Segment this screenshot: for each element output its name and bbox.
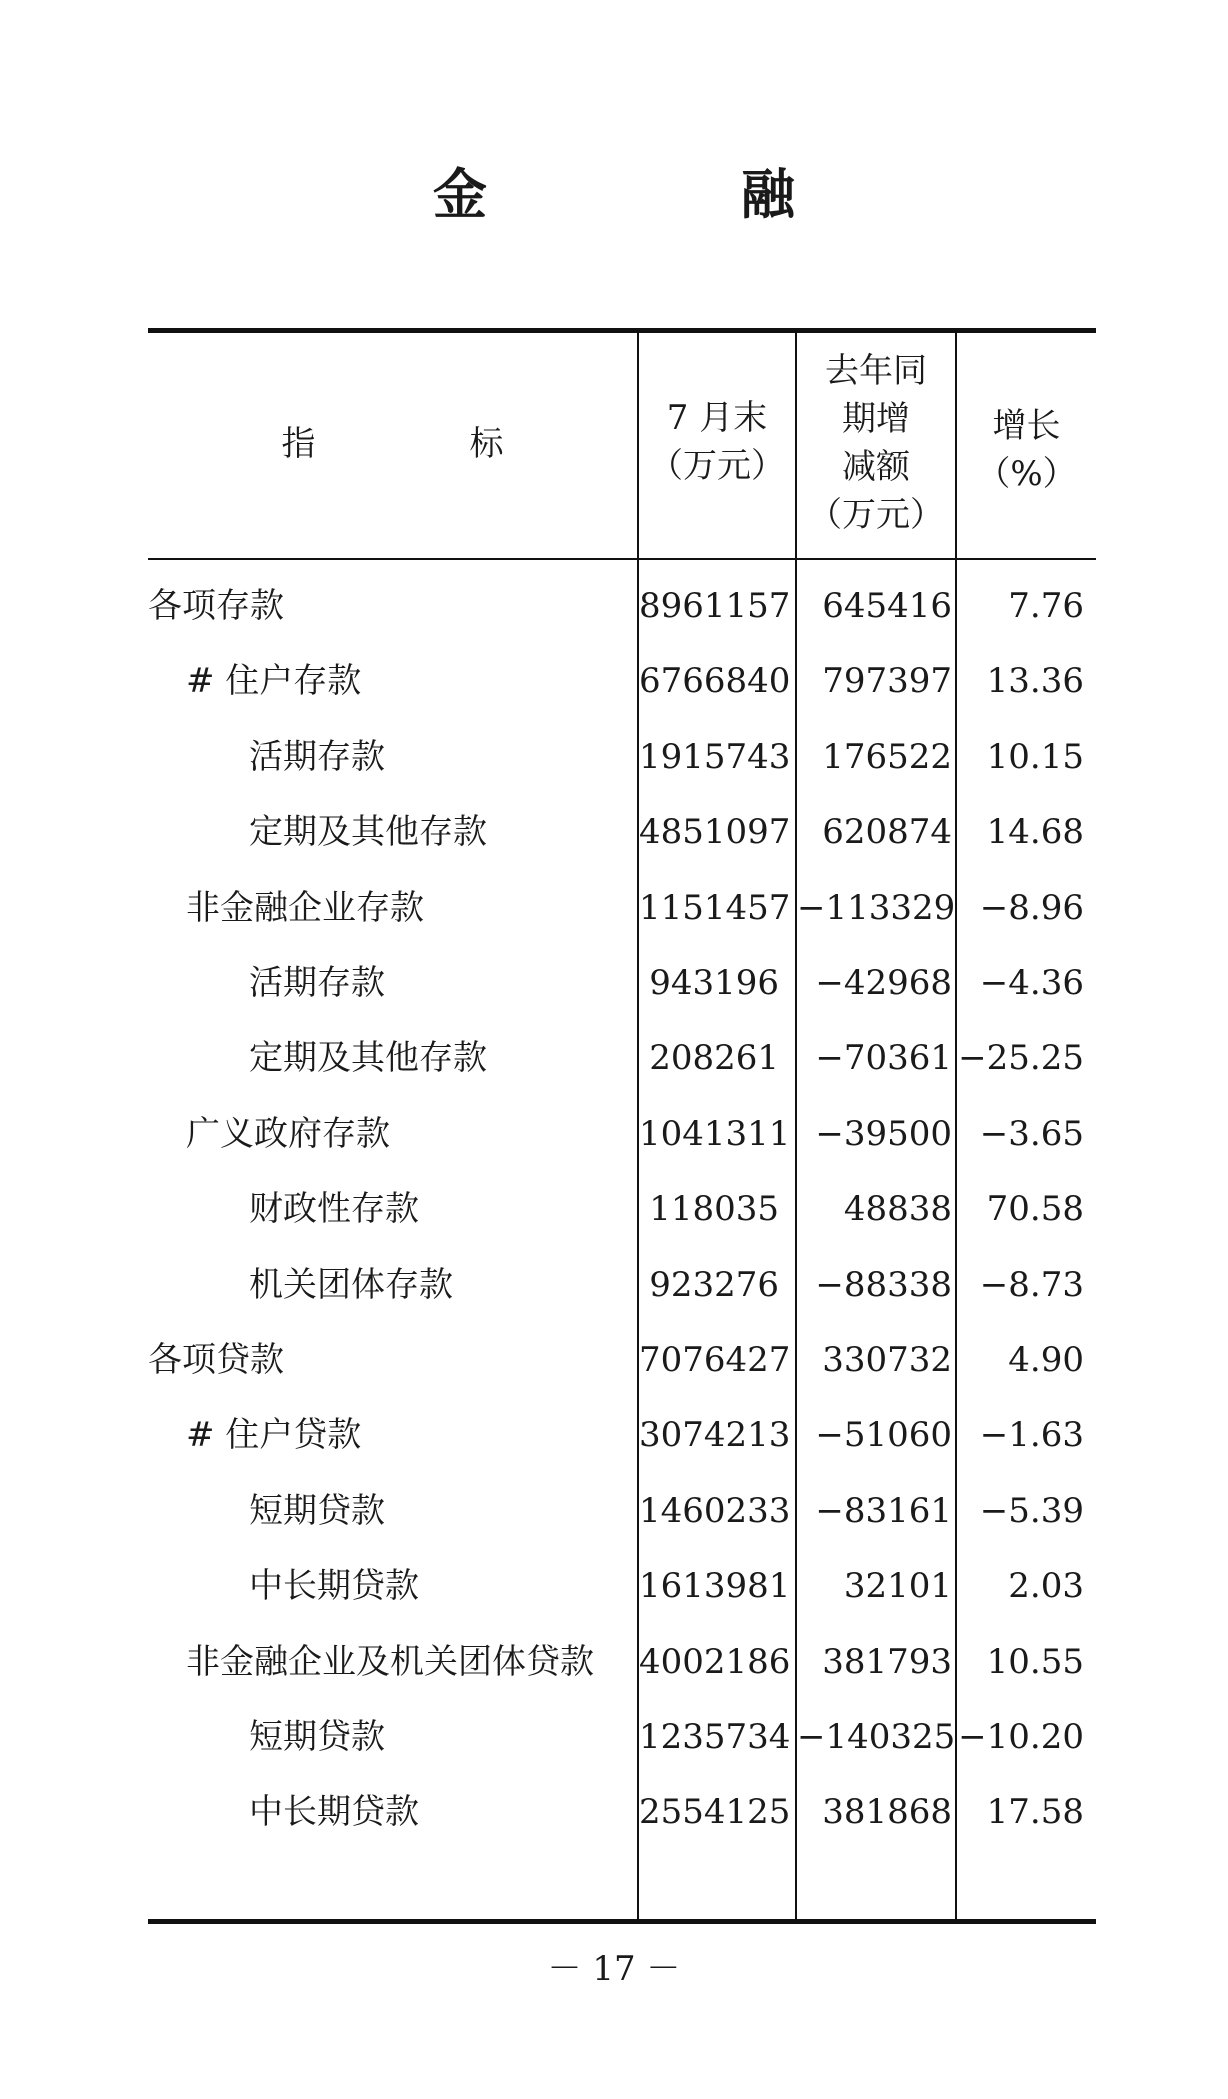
table-row xyxy=(0,576,1228,636)
yoy-change-value: 381793 xyxy=(822,1641,952,1682)
row-label: 中长期贷款 xyxy=(249,1792,419,1833)
yoy-change-value: −39500 xyxy=(815,1113,952,1154)
july-end-value: 923276 xyxy=(649,1264,779,1305)
row-label: 短期贷款 xyxy=(249,1717,385,1757)
july-end-value: 1460233 xyxy=(639,1490,791,1531)
row-label: # 住户贷款 xyxy=(186,1415,362,1456)
growth-value: −5.39 xyxy=(979,1490,1084,1531)
july-end-value: 1151457 xyxy=(639,887,791,928)
july-end-value: 118035 xyxy=(649,1189,779,1230)
row-label: 财政性存款 xyxy=(249,1189,419,1230)
yoy-change-value: −88338 xyxy=(815,1264,952,1305)
table-row xyxy=(0,1255,1228,1315)
growth-value: 14.68 xyxy=(986,812,1084,853)
growth-value: −1.63 xyxy=(979,1415,1084,1456)
july-end-value: 943196 xyxy=(649,963,779,1003)
yoy-change-value: 645416 xyxy=(822,586,952,626)
row-label: 活期存款 xyxy=(249,736,385,777)
row-label: 短期贷款 xyxy=(249,1490,385,1531)
growth-value: 7.76 xyxy=(1008,586,1084,626)
table-row xyxy=(0,1707,1228,1767)
growth-value: 70.58 xyxy=(986,1189,1084,1230)
july-end-value: 208261 xyxy=(649,1038,779,1079)
table-bottom-rule xyxy=(148,1919,1096,1924)
growth-value: −8.96 xyxy=(979,887,1084,928)
yoy-change-value: −70361 xyxy=(815,1038,952,1079)
row-label: 广义政府存款 xyxy=(186,1113,390,1154)
growth-value: −10.20 xyxy=(958,1717,1084,1757)
row-label: 中长期贷款 xyxy=(249,1566,419,1607)
yoy-change-value: 48838 xyxy=(843,1189,952,1230)
july-end-value: 4851097 xyxy=(639,812,791,853)
table-row xyxy=(0,1405,1228,1465)
growth-value: 10.55 xyxy=(986,1641,1084,1682)
table-row xyxy=(0,1556,1228,1616)
july-end-value: 1235734 xyxy=(639,1717,791,1757)
july-end-value: 4002186 xyxy=(639,1641,791,1682)
growth-value: 17.58 xyxy=(986,1792,1084,1833)
yoy-change-value: −83161 xyxy=(815,1490,952,1531)
yoy-change-value: 176522 xyxy=(822,736,952,777)
yoy-change-value: −51060 xyxy=(815,1415,952,1456)
july-end-value: 7076427 xyxy=(639,1340,791,1380)
growth-value: 4.90 xyxy=(1008,1340,1084,1380)
row-label: 机关团体存款 xyxy=(249,1264,453,1305)
row-label: 各项贷款 xyxy=(148,1340,284,1380)
july-end-value: 6766840 xyxy=(639,661,791,702)
table-row xyxy=(0,1330,1228,1390)
july-end-value: 3074213 xyxy=(639,1415,791,1456)
header-july-end: 7 月末 （万元） xyxy=(649,398,785,486)
table-row xyxy=(0,802,1228,862)
row-label: 定期及其他存款 xyxy=(249,1038,487,1079)
row-label: 活期存款 xyxy=(249,963,385,1003)
table-row xyxy=(0,878,1228,938)
table-row xyxy=(0,1179,1228,1239)
yoy-change-value: 32101 xyxy=(843,1566,952,1607)
header-growth: 增长 （%） xyxy=(976,406,1077,494)
july-end-value: 2554125 xyxy=(639,1792,791,1833)
table-row xyxy=(0,1028,1228,1088)
row-label: # 住户存款 xyxy=(186,661,362,702)
july-end-value: 1915743 xyxy=(639,736,791,777)
header-bottom-rule xyxy=(148,558,1096,560)
yoy-change-value: 330732 xyxy=(822,1340,952,1380)
july-end-value: 8961157 xyxy=(639,586,791,626)
header-yoy-change: 去年同 期增 减额 （万元） xyxy=(808,351,944,535)
row-label: 定期及其他存款 xyxy=(249,812,487,853)
yoy-change-value: 620874 xyxy=(822,812,952,853)
yoy-change-value: 381868 xyxy=(822,1792,952,1833)
page-number: － 17 － xyxy=(547,1949,681,1989)
yoy-change-value: −42968 xyxy=(815,963,952,1003)
table-row xyxy=(0,953,1228,1013)
yoy-change-value: −140325 xyxy=(797,1717,956,1757)
growth-value: 2.03 xyxy=(1008,1566,1084,1607)
page-title: 金 融 xyxy=(433,163,895,226)
table-row xyxy=(0,1632,1228,1692)
table-row xyxy=(0,1481,1228,1541)
growth-value: −3.65 xyxy=(979,1113,1084,1154)
growth-value: 13.36 xyxy=(986,661,1084,702)
growth-value: 10.15 xyxy=(986,736,1084,777)
header-indicator: 指 标 xyxy=(281,424,564,464)
table-top-rule xyxy=(148,328,1096,333)
yoy-change-value: 797397 xyxy=(822,661,952,702)
growth-value: −25.25 xyxy=(958,1038,1084,1079)
row-label: 非金融企业存款 xyxy=(186,887,424,928)
row-label: 各项存款 xyxy=(148,586,284,626)
july-end-value: 1041311 xyxy=(639,1113,791,1154)
table-row xyxy=(0,1104,1228,1164)
table-row xyxy=(0,651,1228,711)
row-label: 非金融企业及机关团体贷款 xyxy=(186,1641,594,1682)
table-row xyxy=(0,1782,1228,1842)
growth-value: −8.73 xyxy=(979,1264,1084,1305)
table-row xyxy=(0,727,1228,787)
yoy-change-value: −113329 xyxy=(797,887,956,928)
growth-value: −4.36 xyxy=(979,963,1084,1003)
july-end-value: 1613981 xyxy=(639,1566,791,1607)
